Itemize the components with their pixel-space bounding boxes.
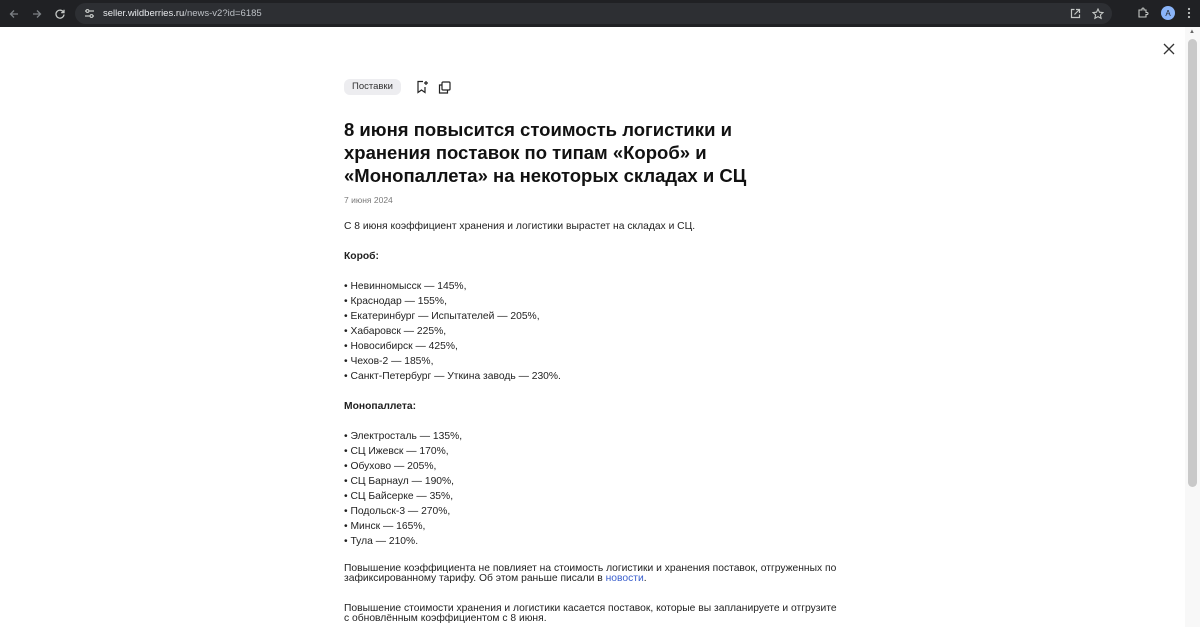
list-item: • Новосибирск — 425%, <box>344 341 458 352</box>
address-bar[interactable] <box>75 3 1112 24</box>
open-external-icon <box>1070 8 1081 19</box>
scroll-thumb[interactable] <box>1188 39 1197 487</box>
list-item: • СЦ Байсерке — 35%, <box>344 491 454 502</box>
list-item: • Невинномысск — 145%, <box>344 281 467 292</box>
news-article <box>344 77 844 624</box>
close-icon <box>1163 43 1175 55</box>
reload-icon <box>54 8 66 20</box>
list-item: • Санкт-Петербург — Уткина заводь — 230%. <box>344 371 561 382</box>
arrow-left-icon <box>8 8 20 20</box>
article-title: 8 июня повысится стоимость логистики и хранения поставок по типам «Короб» и «Монопаллета» на некоторых складах и СЦ <box>344 119 747 186</box>
site-info-button[interactable] <box>81 6 97 22</box>
list-item: • СЦ Ижевск — 170%, <box>344 446 449 457</box>
star-icon <box>1092 8 1104 20</box>
list-item: • Краснодар — 155%, <box>344 296 447 307</box>
url-host: seller.wildberries.ru <box>103 8 185 19</box>
note-paragraph <box>344 564 844 584</box>
article-meta-row <box>344 77 844 97</box>
note-end: . <box>643 573 647 584</box>
list-item: • Тула — 210%. <box>344 536 419 547</box>
news-link[interactable]: новости <box>605 573 644 584</box>
intro-paragraph: С 8 июня коэффициент хранения и логистики вырастет на складах и СЦ. <box>344 221 696 232</box>
note-text: Повышение коэффициента не повлияет на стоимость логистики и хранения поставок, отгруженных по зафиксированному тарифу. Об этом раньше писали в <box>344 563 837 584</box>
copy-link-button[interactable] <box>437 79 453 95</box>
box-list <box>344 279 844 384</box>
list-item: • СЦ Барнаул — 190%, <box>344 476 455 487</box>
browser-menu-button[interactable] <box>1183 3 1195 23</box>
list-item: • Обухово — 205%, <box>344 461 437 472</box>
pallet-list <box>344 429 844 549</box>
extensions-button[interactable] <box>1133 3 1153 23</box>
reload-button[interactable] <box>49 3 71 25</box>
bookmark-add-icon <box>416 80 429 94</box>
list-item: • Хабаровск — 225%, <box>344 326 447 337</box>
back-button[interactable] <box>3 3 25 25</box>
box-heading: Короб: <box>344 251 379 262</box>
tune-icon <box>84 8 95 19</box>
article-date: 7 июня 2024 <box>344 195 393 205</box>
url-path: /news-v2?id=6185 <box>184 8 262 19</box>
list-item: • Чехов-2 — 185%, <box>344 356 434 367</box>
pallet-heading: Монопаллета: <box>344 401 417 412</box>
close-button[interactable] <box>1160 40 1178 58</box>
more-vert-icon <box>1187 7 1191 19</box>
url-text[interactable] <box>103 8 262 19</box>
list-item: • Электросталь — 135%, <box>344 431 463 442</box>
arrow-right-icon <box>31 8 43 20</box>
browser-toolbar <box>0 0 1200 27</box>
copy-icon <box>438 81 451 94</box>
list-item: • Екатеринбург — Испытателей — 205%, <box>344 311 540 322</box>
forward-button[interactable] <box>26 3 48 25</box>
bookmark-star-button[interactable] <box>1089 5 1106 22</box>
final-paragraph: Повышение стоимости хранения и логистики касается поставок, которые вы запланируете и отгрузите с обновлённым коэффициентом с 8 июня. <box>344 603 837 624</box>
profile-avatar[interactable]: A <box>1161 6 1175 20</box>
open-in-app-button[interactable] <box>1067 5 1084 22</box>
article-body <box>344 219 844 624</box>
list-item: • Подольск-3 — 270%, <box>344 506 451 517</box>
scrollbar[interactable] <box>1185 27 1200 627</box>
puzzle-icon <box>1137 7 1149 19</box>
save-article-button[interactable] <box>415 79 431 95</box>
page-viewport <box>0 27 1200 627</box>
scroll-up-icon[interactable]: ▲ <box>1189 29 1195 35</box>
category-tag[interactable]: Поставки <box>344 79 401 95</box>
list-item: • Минск — 165%, <box>344 521 426 532</box>
